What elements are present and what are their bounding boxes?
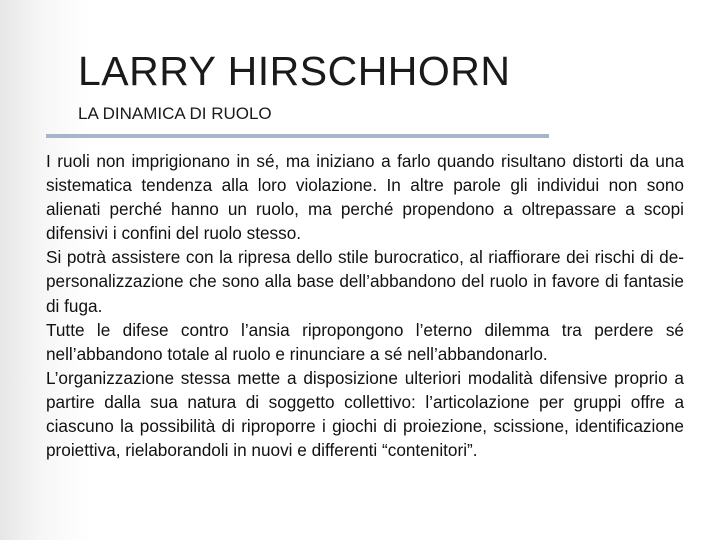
body-paragraph-4: L’organizzazione stessa mette a disposizione ulteriori modalità difensive proprio a partire dalla sua natura di soggetto collettivo: l’articolazione per gruppi offre a ciascuno la possibilità di riproporre i giochi di proiezione, scissione, identificazione proiettiva, rielaborandoli in nuovi e differenti “contenitori”. — [46, 367, 684, 461]
body-paragraph-3: Tutte le difese contro l’ansia ripropongono l’eterno dilemma tra perdere sé nell’abbandono totale al ruolo e rinunciare a sé nell’abbandonarlo. — [46, 319, 684, 364]
title-divider — [46, 134, 549, 138]
body-paragraph-1: I ruoli non imprigionano in sé, ma iniziano a farlo quando risultano distorti da una sistematica tendenza alla loro violazione. In altre parole gli individui non sono alienati perché hanno un ruolo, ma perché propendono a oltrepassare a scopi difensivi i confini del ruolo stesso. — [46, 151, 684, 244]
slide-subtitle: LA DINAMICA DI RUOLO — [78, 104, 272, 123]
slide-title: LARRY HIRSCHHORN — [78, 48, 511, 94]
body-paragraph-2: Si potrà assistere con la ripresa dello stile burocratico, al riaffiorare dei rischi di de-personalizzazione che sono alla base dell’abbandono del ruolo in favore di fantasie di fuga. — [46, 247, 684, 316]
slide-body — [46, 149, 684, 462]
